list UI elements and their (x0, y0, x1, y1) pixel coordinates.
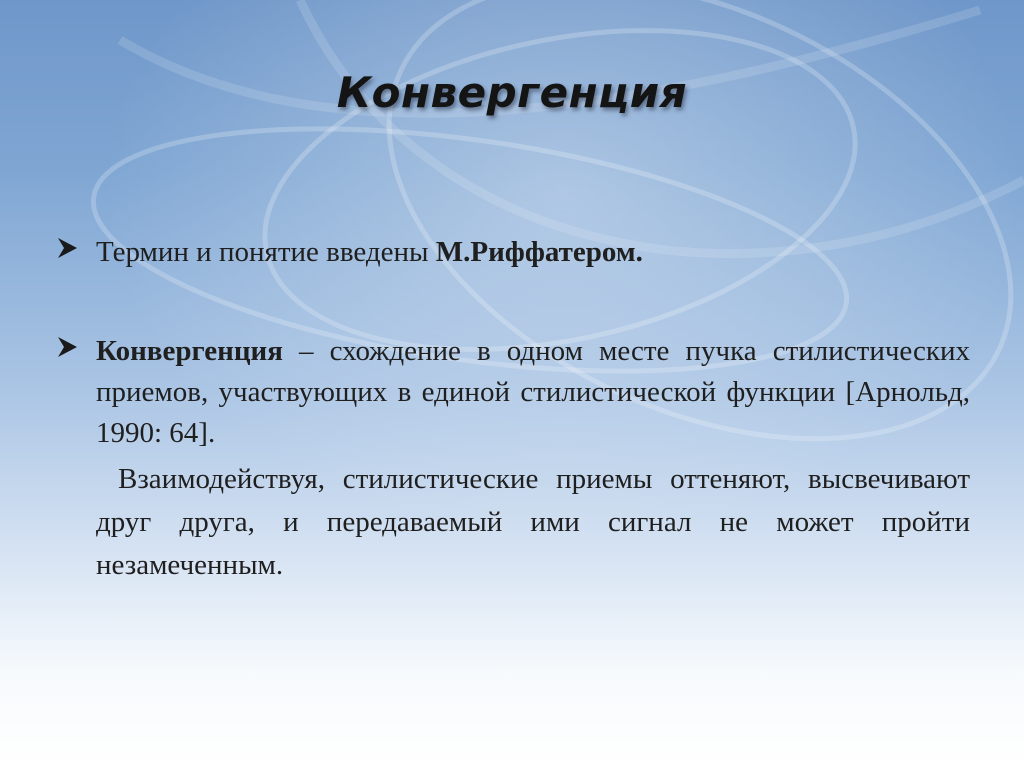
bullet-item-1 (56, 232, 970, 276)
bullet-item-1-bold: М.Риффатером. (435, 236, 643, 268)
bullet-item-2-term: Конвергенция (96, 335, 283, 367)
bullet-item-2 (56, 331, 970, 461)
bullet-item-1-text (96, 232, 970, 273)
bullet-item-2-text (96, 331, 970, 454)
slide-title: Конвергенция (336, 68, 688, 117)
body-paragraph: Взаимодействуя, стилистические приемы оттеняют, высвечивают друг друга, и передаваемый ими сигнал не может пройти незамеченным. (96, 463, 970, 581)
bullet-item-1-plain: Термин и понятие введены (96, 236, 436, 268)
bullet-item-2-definition: – схождение в одном месте пучка стилистических приемов, участвующих в единой стилистической функции [Арнольд, 1990: 64]. (96, 335, 970, 449)
arrow-bullet-icon (56, 335, 80, 359)
arrow-bullet-icon (56, 236, 80, 260)
